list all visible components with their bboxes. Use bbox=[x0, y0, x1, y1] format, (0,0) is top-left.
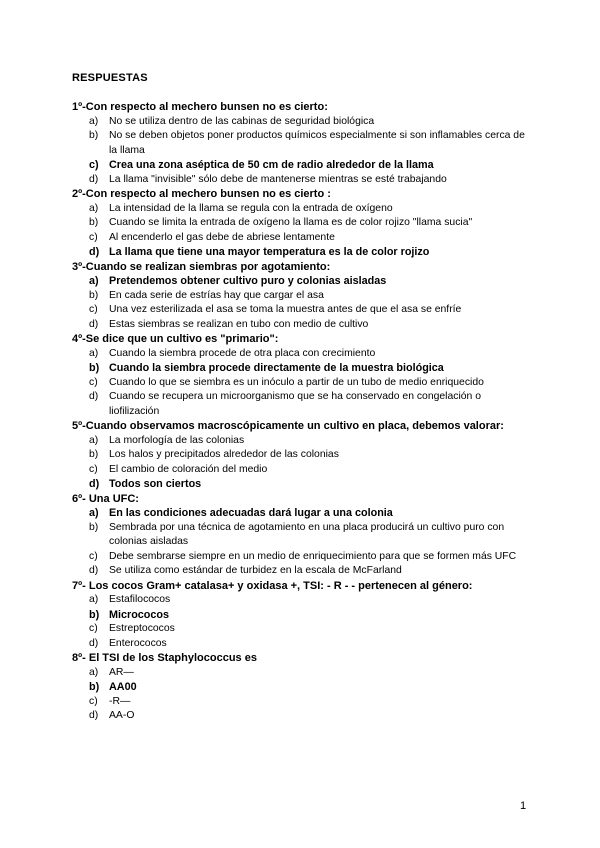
option-letter: d) bbox=[89, 478, 100, 490]
question-title: 4º-Se dice que un cultivo es "primario": bbox=[72, 333, 279, 345]
option-letter: b) bbox=[89, 449, 99, 460]
option-text: Estas siembras se realizan en tubo con medio de cultivo bbox=[109, 318, 369, 330]
option-letter: b) bbox=[89, 362, 100, 374]
option-letter: b) bbox=[89, 289, 99, 301]
question-list bbox=[72, 100, 532, 724]
answer-option bbox=[72, 593, 532, 608]
option-letter: d) bbox=[89, 246, 100, 258]
question-title: 1º-Con respecto al mechero bunsen no es cierto: bbox=[72, 101, 328, 113]
option-text: AA00 bbox=[109, 681, 137, 693]
option-letter: b) bbox=[89, 681, 100, 693]
option-text: La llama "invisible" sólo debe de mantenerse mientras se esté trabajando bbox=[109, 173, 447, 185]
option-letter: c) bbox=[89, 695, 98, 707]
option-text: No se deben objetos poner productos químicos especialmente si son inflamables cerca de la llama bbox=[109, 130, 525, 156]
option-text: Una vez esterilizada el asa se toma la muestra antes de que el asa se enfríe bbox=[109, 304, 462, 315]
option-text: Los halos y precipitados alrededor de las colonias bbox=[109, 449, 339, 460]
option-text: La llama que tiene una mayor temperatura es la de color rojizo bbox=[109, 246, 430, 258]
answer-option-correct bbox=[72, 608, 532, 623]
question-title: 5º-Cuando observamos macroscópicamente un cultivo en placa, debemos valorar: bbox=[72, 420, 504, 432]
answer-option bbox=[72, 216, 532, 231]
answer-option bbox=[72, 376, 532, 391]
answer-option-correct bbox=[72, 158, 532, 173]
option-text: Al encenderlo el gas debe de abriese lentamente bbox=[109, 231, 335, 243]
option-text: Cuando se recupera un microorganismo que se ha conservado en congelación o liofilización bbox=[109, 391, 481, 417]
answer-option-correct bbox=[72, 680, 532, 695]
option-text: La morfología de las colonias bbox=[109, 434, 245, 446]
option-text: Enterococos bbox=[109, 637, 167, 649]
option-text: Pretendemos obtener cultivo puro y colonias aisladas bbox=[109, 275, 387, 287]
option-letter: c) bbox=[89, 376, 98, 388]
option-letter: a) bbox=[89, 202, 99, 214]
option-text: Micrococos bbox=[109, 608, 169, 621]
answer-option-correct bbox=[72, 477, 532, 492]
answer-option-correct bbox=[72, 506, 532, 521]
option-letter: c) bbox=[89, 623, 98, 634]
option-text: Todos son ciertos bbox=[109, 478, 202, 490]
page-number: 1 bbox=[520, 800, 527, 812]
answer-option bbox=[72, 303, 532, 318]
option-text: Crea una zona aséptica de 50 cm de radio alrededor de la llama bbox=[109, 159, 434, 171]
option-letter: b) bbox=[89, 608, 100, 621]
answer-option-correct bbox=[72, 245, 532, 260]
question-title: 3º-Cuando se realizan siembras por agotamiento: bbox=[72, 260, 331, 273]
question-title: 6º- Una UFC: bbox=[72, 492, 139, 505]
option-text: No se utiliza dentro de las cabinas de seguridad biológica bbox=[109, 115, 375, 127]
option-text: Estreptococos bbox=[109, 623, 175, 634]
question-block bbox=[72, 100, 532, 187]
question-block bbox=[72, 332, 532, 419]
option-letter: c) bbox=[89, 550, 98, 562]
option-letter: d) bbox=[89, 565, 99, 576]
option-text: Sembrada por una técnica de agotamiento en una placa producirá un cultivo puro con colonias aisladas bbox=[109, 521, 505, 547]
option-letter: c) bbox=[89, 463, 98, 475]
option-letter: d) bbox=[89, 391, 99, 402]
question-block bbox=[72, 260, 532, 333]
option-letter: b) bbox=[89, 521, 99, 533]
option-letter: a) bbox=[89, 594, 99, 605]
option-letter: a) bbox=[89, 666, 99, 678]
option-letter: a) bbox=[89, 434, 99, 446]
answer-option bbox=[72, 622, 532, 637]
option-text: -R— bbox=[109, 695, 131, 707]
answer-option-correct bbox=[72, 361, 532, 376]
option-text: En las condiciones adecuadas dará lugar a una colonia bbox=[109, 507, 393, 519]
option-text: La intensidad de la llama se regula con la entrada de oxígeno bbox=[109, 202, 393, 214]
question-block bbox=[72, 187, 532, 260]
option-text: Cuando lo que se siembra es un inóculo a partir de un tubo de medio enriquecido bbox=[109, 376, 484, 388]
answer-option bbox=[72, 390, 532, 419]
question-title: 2º-Con respecto al mechero bunsen no es cierto : bbox=[72, 188, 331, 200]
option-text: AA-O bbox=[109, 710, 135, 721]
option-text: Debe sembrarse siempre en un medio de enriquecimiento para que se formen más UFC bbox=[109, 550, 517, 562]
question-title: 8º- El TSI de los Staphylococcus es bbox=[72, 652, 257, 664]
option-letter: d) bbox=[89, 710, 99, 721]
answer-option bbox=[72, 173, 532, 188]
option-letter: c) bbox=[89, 304, 98, 315]
option-letter: c) bbox=[89, 231, 98, 243]
answer-option bbox=[72, 129, 532, 158]
answer-option bbox=[72, 666, 532, 681]
answer-option bbox=[72, 550, 532, 565]
question-block bbox=[72, 579, 532, 652]
answer-option-correct bbox=[72, 274, 532, 289]
answer-option bbox=[72, 709, 532, 724]
option-letter: d) bbox=[89, 173, 99, 185]
answer-option bbox=[72, 434, 532, 449]
option-letter: a) bbox=[89, 347, 99, 359]
answer-option bbox=[72, 564, 532, 579]
option-text: Cuando la siembra procede de otra placa con crecimiento bbox=[109, 347, 376, 359]
page-heading: RESPUESTAS bbox=[72, 72, 148, 84]
answer-option bbox=[72, 231, 532, 246]
answer-option bbox=[72, 289, 532, 304]
option-text: Estafilococos bbox=[109, 594, 171, 605]
answer-option bbox=[72, 463, 532, 478]
option-letter: d) bbox=[89, 318, 99, 330]
option-text: El cambio de coloración del medio bbox=[109, 463, 268, 475]
option-letter: b) bbox=[89, 130, 99, 141]
option-letter: a) bbox=[89, 507, 99, 519]
answer-option bbox=[72, 448, 532, 463]
answer-option bbox=[72, 115, 532, 130]
answer-option bbox=[72, 695, 532, 710]
answer-option bbox=[72, 521, 532, 550]
question-block bbox=[72, 651, 532, 724]
option-letter: a) bbox=[89, 275, 99, 287]
option-text: Se utiliza como estándar de turbidez en la escala de McFarland bbox=[109, 565, 402, 576]
option-letter: c) bbox=[89, 159, 99, 171]
option-letter: a) bbox=[89, 115, 99, 127]
question-block bbox=[72, 419, 532, 492]
option-letter: b) bbox=[89, 217, 99, 228]
answer-option bbox=[72, 347, 532, 362]
option-text: Cuando la siembra procede directamente de la muestra biológica bbox=[109, 362, 444, 374]
question-title: 7º- Los cocos Gram+ catalasa+ y oxidasa +, TSI: - R - - pertenecen al género: bbox=[72, 579, 473, 592]
answer-option bbox=[72, 637, 532, 652]
question-block bbox=[72, 492, 532, 579]
answer-option bbox=[72, 202, 532, 217]
option-letter: d) bbox=[89, 637, 99, 649]
option-text: Cuando se limita la entrada de oxígeno la llama es de color rojizo "llama sucia" bbox=[109, 217, 473, 228]
option-text: AR— bbox=[109, 666, 134, 678]
option-text: En cada serie de estrías hay que cargar el asa bbox=[109, 289, 324, 301]
answer-option bbox=[72, 318, 532, 333]
